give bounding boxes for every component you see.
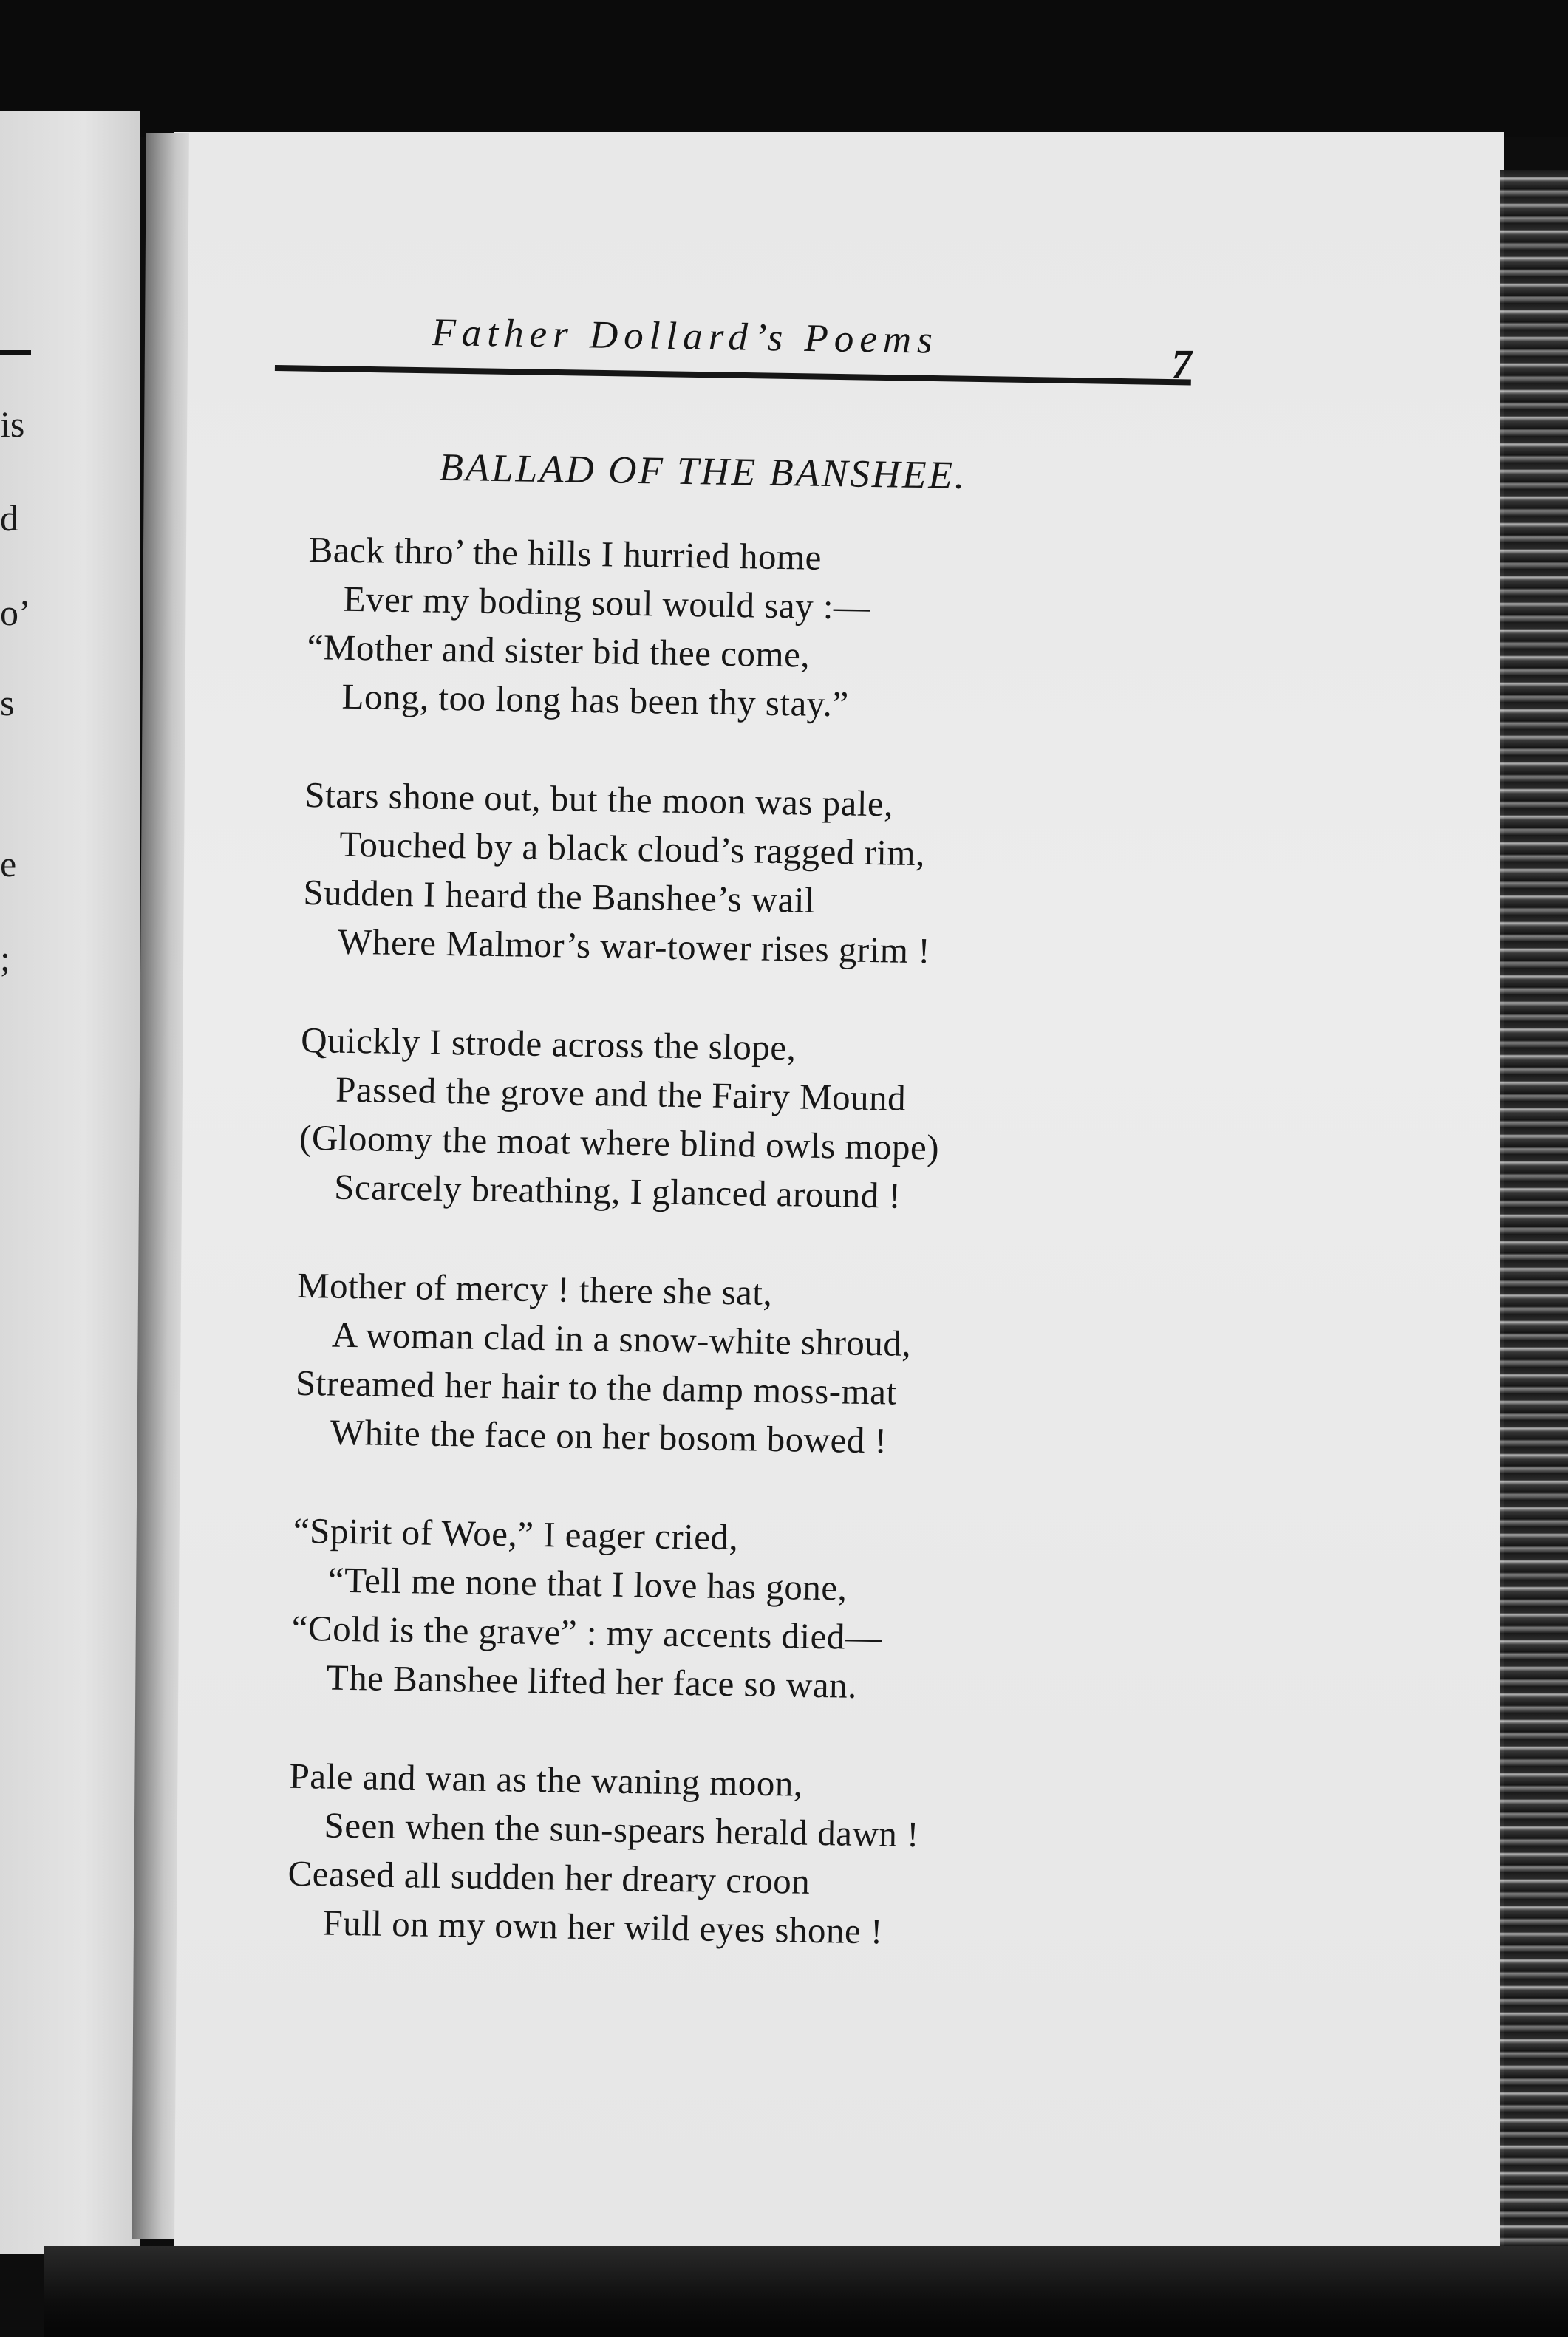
poem-line: “Cold is the grave” : my accents died— xyxy=(291,1607,882,1658)
page-number: 7 xyxy=(1171,342,1192,388)
left-page-fragment: o’ xyxy=(0,592,31,633)
poem-line: Long, too long has been thy stay.” xyxy=(341,675,850,725)
poem-line: “Spirit of Woe,” I eager cried, xyxy=(293,1509,739,1558)
page-fore-edge xyxy=(1500,170,1568,2283)
poem-line: “Mother and sister bid thee come, xyxy=(307,626,811,675)
poem-line: Sudden I heard the Banshee’s wail xyxy=(303,871,816,921)
background-top xyxy=(0,0,1568,137)
left-page-rule xyxy=(0,350,31,355)
poem-line: Back thro’ the hills I hurried home xyxy=(308,528,822,578)
poem-line: Scarcely breathing, I glanced around ! xyxy=(333,1166,901,1216)
poem-line: Full on my own her wild eyes shone ! xyxy=(322,1902,884,1952)
poem-line: Ceased all sudden her dreary croon xyxy=(287,1852,811,1902)
poem-line: Seen when the sun-spears herald dawn ! xyxy=(324,1804,920,1855)
left-page-fragment: is xyxy=(0,403,25,445)
poem-line: A woman clad in a snow-white shroud, xyxy=(331,1314,912,1364)
page-bottom-edge xyxy=(44,2246,1568,2337)
poem-line: Streamed her hair to the damp moss-mat xyxy=(295,1362,898,1413)
poem-line: Mother of mercy ! there she sat, xyxy=(296,1264,773,1313)
left-page-fragment: d xyxy=(0,497,18,539)
poem-line: Ever my boding soul would say :— xyxy=(343,578,870,627)
poem-line: Quickly I strode across the slope, xyxy=(300,1019,797,1068)
poem-line: (Gloomy the moat where blind owls mope) xyxy=(299,1116,940,1168)
running-header: Father Dollard’s Poems xyxy=(432,310,939,362)
left-page-fragment: e xyxy=(0,843,17,884)
poem-line: Stars shone out, but the moon was pale, xyxy=(304,774,894,825)
poem-line: The Banshee lifted her face so wan. xyxy=(326,1657,858,1706)
poem-line: Touched by a black cloud’s ragged rim, xyxy=(339,823,926,874)
poem-line: Pale and wan as the waning moon, xyxy=(289,1755,804,1804)
poem-line: “Tell me none that I love has gone, xyxy=(327,1559,848,1608)
poem-line: Passed the grove and the Fairy Mound xyxy=(335,1068,907,1119)
poem-line: White the face on her bosom bowed ! xyxy=(330,1411,887,1461)
poem-title: BALLAD OF THE BANSHEE. xyxy=(439,446,967,497)
poem-line: Where Malmor’s war-tower rises grim ! xyxy=(337,921,931,972)
left-page-fragment: s xyxy=(0,682,15,723)
left-page-fragment: ; xyxy=(0,938,10,979)
